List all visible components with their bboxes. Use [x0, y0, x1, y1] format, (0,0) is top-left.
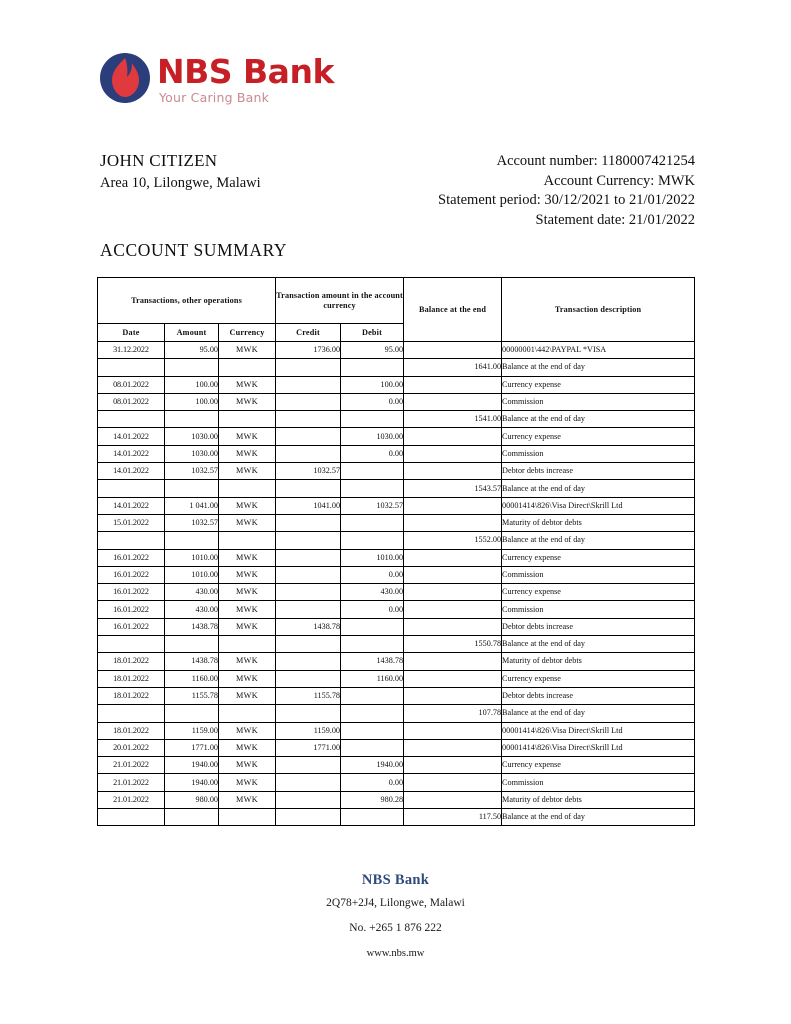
cell-balance — [404, 687, 502, 704]
cell-description: Balance at the end of day — [502, 636, 695, 653]
cell-debit: 0.00 — [341, 393, 404, 410]
cell-description: Balance at the end of day — [502, 411, 695, 428]
cell-date: 08.01.2022 — [98, 393, 165, 410]
cell-credit — [276, 359, 341, 376]
cell-currency — [219, 809, 276, 826]
cell-debit — [341, 532, 404, 549]
cell-debit — [341, 618, 404, 635]
statement-period: Statement period: 30/12/2021 to 21/01/2022 — [438, 192, 695, 208]
page-footer — [0, 872, 791, 964]
cell-balance: 1641.00 — [404, 359, 502, 376]
logo-title: NBS Bank — [157, 52, 334, 91]
cell-debit: 1010.00 — [341, 549, 404, 566]
cell-balance — [404, 791, 502, 808]
flame-in-circle-icon — [99, 52, 151, 104]
cell-date — [98, 480, 165, 497]
table-row — [98, 497, 695, 514]
cell-date: 18.01.2022 — [98, 670, 165, 687]
cell-balance — [404, 670, 502, 687]
cell-currency: MWK — [219, 757, 276, 774]
cell-credit: 1032.57 — [276, 463, 341, 480]
cell-amount: 1030.00 — [165, 445, 219, 462]
transactions-table-wrapper — [97, 277, 694, 826]
cell-debit — [341, 722, 404, 739]
cell-credit: 1159.00 — [276, 722, 341, 739]
table-row — [98, 549, 695, 566]
cell-debit — [341, 739, 404, 756]
cell-amount: 1010.00 — [165, 566, 219, 583]
cell-credit — [276, 480, 341, 497]
cell-date: 14.01.2022 — [98, 445, 165, 462]
cell-description: Currency expense — [502, 670, 695, 687]
cell-amount: 1771.00 — [165, 739, 219, 756]
cell-description: Maturity of debtor debts — [502, 514, 695, 531]
cell-description: Balance at the end of day — [502, 705, 695, 722]
cell-description: Currency expense — [502, 549, 695, 566]
cell-date: 16.01.2022 — [98, 601, 165, 618]
cell-credit — [276, 809, 341, 826]
cell-balance: 1552.00 — [404, 532, 502, 549]
cell-amount: 1 041.00 — [165, 497, 219, 514]
footer-phone: No. +265 1 876 222 — [349, 922, 442, 934]
cell-currency: MWK — [219, 428, 276, 445]
cell-amount: 95.00 — [165, 342, 219, 359]
cell-amount: 430.00 — [165, 584, 219, 601]
cell-credit — [276, 549, 341, 566]
cell-currency: MWK — [219, 497, 276, 514]
cell-description: Maturity of debtor debts — [502, 653, 695, 670]
cell-amount — [165, 705, 219, 722]
cell-debit: 1030.00 — [341, 428, 404, 445]
cell-amount: 1159.00 — [165, 722, 219, 739]
cell-description: Balance at the end of day — [502, 532, 695, 549]
cell-currency: MWK — [219, 687, 276, 704]
cell-credit — [276, 584, 341, 601]
cell-currency: MWK — [219, 393, 276, 410]
cell-balance — [404, 463, 502, 480]
cell-credit — [276, 376, 341, 393]
table-row — [98, 722, 695, 739]
cell-date: 16.01.2022 — [98, 549, 165, 566]
cell-currency — [219, 532, 276, 549]
col-amount: Amount — [165, 324, 219, 342]
cell-currency: MWK — [219, 376, 276, 393]
cell-currency — [219, 411, 276, 428]
logo-tagline: Your Caring Bank — [159, 90, 270, 105]
cell-credit — [276, 393, 341, 410]
col-date: Date — [98, 324, 165, 342]
cell-currency: MWK — [219, 601, 276, 618]
cell-currency: MWK — [219, 514, 276, 531]
cell-date — [98, 532, 165, 549]
logo-wordmark — [157, 52, 334, 105]
cell-balance: 107.78 — [404, 705, 502, 722]
cell-currency: MWK — [219, 791, 276, 808]
cell-date: 20.01.2022 — [98, 739, 165, 756]
cell-credit — [276, 670, 341, 687]
cell-currency: MWK — [219, 566, 276, 583]
cell-balance — [404, 653, 502, 670]
cell-balance — [404, 514, 502, 531]
cell-description: Currency expense — [502, 428, 695, 445]
cell-balance — [404, 739, 502, 756]
cell-date — [98, 636, 165, 653]
cell-description: 00001414\826\Visa Direct\Skrill Ltd — [502, 497, 695, 514]
cell-debit: 1438.78 — [341, 653, 404, 670]
cell-credit — [276, 774, 341, 791]
table-row — [98, 791, 695, 808]
cell-description: Currency expense — [502, 584, 695, 601]
cell-description: 00001414\826\Visa Direct\Skrill Ltd — [502, 722, 695, 739]
cell-amount: 100.00 — [165, 393, 219, 410]
cell-description: Currency expense — [502, 757, 695, 774]
table-row — [98, 393, 695, 410]
cell-date: 14.01.2022 — [98, 428, 165, 445]
cell-balance — [404, 549, 502, 566]
col-group-description: Transaction description — [502, 278, 695, 342]
account-info-block — [438, 152, 695, 230]
customer-block — [100, 150, 400, 193]
cell-date: 21.01.2022 — [98, 757, 165, 774]
table-row — [98, 376, 695, 393]
cell-date: 18.01.2022 — [98, 687, 165, 704]
cell-currency: MWK — [219, 653, 276, 670]
table-row — [98, 757, 695, 774]
cell-description: Debtor debts increase — [502, 463, 695, 480]
cell-debit: 100.00 — [341, 376, 404, 393]
cell-date: 16.01.2022 — [98, 618, 165, 635]
cell-debit — [341, 359, 404, 376]
cell-balance — [404, 342, 502, 359]
cell-balance — [404, 428, 502, 445]
cell-date — [98, 705, 165, 722]
cell-balance: 1550.78 — [404, 636, 502, 653]
table-row — [98, 480, 695, 497]
cell-balance: 117.50 — [404, 809, 502, 826]
col-group-balance: Balance at the end — [404, 278, 502, 342]
cell-debit: 0.00 — [341, 601, 404, 618]
cell-currency — [219, 636, 276, 653]
cell-balance — [404, 445, 502, 462]
cell-debit — [341, 463, 404, 480]
cell-description: Balance at the end of day — [502, 809, 695, 826]
cell-debit — [341, 480, 404, 497]
cell-debit: 1940.00 — [341, 757, 404, 774]
cell-currency — [219, 480, 276, 497]
cell-amount — [165, 480, 219, 497]
table-row — [98, 636, 695, 653]
cell-debit: 1032.57 — [341, 497, 404, 514]
cell-description: Commission — [502, 566, 695, 583]
cell-credit: 1438.78 — [276, 618, 341, 635]
cell-currency: MWK — [219, 584, 276, 601]
cell-amount: 980.00 — [165, 791, 219, 808]
cell-date: 18.01.2022 — [98, 653, 165, 670]
col-group-amount-in-currency: Transaction amount in the account currency — [276, 278, 404, 324]
cell-description: Currency expense — [502, 376, 695, 393]
cell-amount: 1160.00 — [165, 670, 219, 687]
cell-balance — [404, 566, 502, 583]
cell-date: 08.01.2022 — [98, 376, 165, 393]
cell-debit: 0.00 — [341, 774, 404, 791]
cell-credit — [276, 566, 341, 583]
col-group-transactions: Transactions, other operations — [98, 278, 276, 324]
cell-credit — [276, 601, 341, 618]
cell-debit — [341, 514, 404, 531]
footer-address: 2Q78+2J4, Lilongwe, Malawi — [326, 897, 465, 909]
cell-currency: MWK — [219, 463, 276, 480]
cell-amount: 100.00 — [165, 376, 219, 393]
cell-credit — [276, 411, 341, 428]
cell-amount: 1032.57 — [165, 514, 219, 531]
cell-amount: 1438.78 — [165, 618, 219, 635]
cell-balance — [404, 601, 502, 618]
cell-balance — [404, 618, 502, 635]
cell-currency — [219, 359, 276, 376]
cell-amount — [165, 411, 219, 428]
page-title: ACCOUNT SUMMARY — [100, 240, 288, 260]
cell-credit: 1736.00 — [276, 342, 341, 359]
cell-amount: 1155.78 — [165, 687, 219, 704]
cell-description: Commission — [502, 445, 695, 462]
cell-credit — [276, 514, 341, 531]
account-number: Account number: 1180007421254 — [496, 153, 695, 169]
table-row — [98, 584, 695, 601]
cell-amount: 1032.57 — [165, 463, 219, 480]
col-credit: Credit — [276, 324, 341, 342]
table-row — [98, 428, 695, 445]
cell-debit: 95.00 — [341, 342, 404, 359]
cell-balance — [404, 393, 502, 410]
cell-credit: 1155.78 — [276, 687, 341, 704]
cell-description: Maturity of debtor debts — [502, 791, 695, 808]
cell-debit: 1160.00 — [341, 670, 404, 687]
table-row — [98, 411, 695, 428]
cell-currency: MWK — [219, 549, 276, 566]
cell-credit — [276, 428, 341, 445]
table-row — [98, 463, 695, 480]
cell-amount — [165, 532, 219, 549]
cell-balance — [404, 757, 502, 774]
cell-amount: 1438.78 — [165, 653, 219, 670]
statement-date: Statement date: 21/01/2022 — [535, 211, 695, 228]
cell-date: 18.01.2022 — [98, 722, 165, 739]
cell-description: Commission — [502, 393, 695, 410]
table-row — [98, 687, 695, 704]
cell-debit: 0.00 — [341, 566, 404, 583]
table-row — [98, 705, 695, 722]
transactions-table — [97, 277, 695, 826]
cell-currency: MWK — [219, 618, 276, 635]
cell-currency: MWK — [219, 722, 276, 739]
cell-currency: MWK — [219, 670, 276, 687]
cell-date: 21.01.2022 — [98, 791, 165, 808]
footer-website: www.nbs.mw — [366, 948, 425, 959]
cell-currency — [219, 705, 276, 722]
table-row — [98, 653, 695, 670]
cell-balance — [404, 497, 502, 514]
cell-balance: 1543.57 — [404, 480, 502, 497]
col-debit: Debit — [341, 324, 404, 342]
cell-date — [98, 359, 165, 376]
cell-credit — [276, 636, 341, 653]
cell-description: Debtor debts increase — [502, 618, 695, 635]
cell-credit — [276, 705, 341, 722]
cell-currency: MWK — [219, 445, 276, 462]
cell-debit: 0.00 — [341, 445, 404, 462]
cell-date — [98, 809, 165, 826]
cell-debit — [341, 705, 404, 722]
account-currency: Account Currency: MWK — [543, 172, 695, 189]
cell-credit: 1041.00 — [276, 497, 341, 514]
cell-description: 00000001\442\PAYPAL *VISA — [502, 342, 695, 359]
table-row — [98, 774, 695, 791]
cell-balance — [404, 376, 502, 393]
cell-credit — [276, 532, 341, 549]
cell-debit — [341, 411, 404, 428]
cell-amount — [165, 636, 219, 653]
table-row — [98, 618, 695, 635]
table-row — [98, 445, 695, 462]
table-row — [98, 566, 695, 583]
customer-name: JOHN CITIZEN — [100, 151, 218, 170]
bank-logo — [99, 52, 334, 105]
cell-amount: 1940.00 — [165, 774, 219, 791]
cell-description: Debtor debts increase — [502, 687, 695, 704]
cell-date — [98, 411, 165, 428]
cell-balance — [404, 722, 502, 739]
table-row — [98, 514, 695, 531]
cell-balance — [404, 774, 502, 791]
cell-credit — [276, 791, 341, 808]
cell-balance — [404, 584, 502, 601]
table-group-header-row — [98, 278, 695, 324]
table-row — [98, 532, 695, 549]
cell-amount: 1030.00 — [165, 428, 219, 445]
cell-date: 15.01.2022 — [98, 514, 165, 531]
cell-description: Balance at the end of day — [502, 480, 695, 497]
cell-credit — [276, 653, 341, 670]
cell-credit: 1771.00 — [276, 739, 341, 756]
cell-debit — [341, 809, 404, 826]
cell-debit: 980.28 — [341, 791, 404, 808]
table-row — [98, 359, 695, 376]
table-row — [98, 342, 695, 359]
cell-amount: 430.00 — [165, 601, 219, 618]
cell-balance: 1541.00 — [404, 411, 502, 428]
cell-amount — [165, 809, 219, 826]
table-row — [98, 670, 695, 687]
cell-description: Balance at the end of day — [502, 359, 695, 376]
cell-currency: MWK — [219, 342, 276, 359]
cell-description: Commission — [502, 774, 695, 791]
cell-date: 16.01.2022 — [98, 584, 165, 601]
cell-debit — [341, 687, 404, 704]
transactions-table-body — [98, 342, 695, 826]
table-row — [98, 739, 695, 756]
cell-credit — [276, 445, 341, 462]
cell-currency: MWK — [219, 774, 276, 791]
cell-amount — [165, 359, 219, 376]
cell-date: 31.12.2022 — [98, 342, 165, 359]
cell-amount: 1010.00 — [165, 549, 219, 566]
cell-debit — [341, 636, 404, 653]
cell-date: 16.01.2022 — [98, 566, 165, 583]
cell-currency: MWK — [219, 739, 276, 756]
cell-date: 21.01.2022 — [98, 774, 165, 791]
table-row — [98, 601, 695, 618]
footer-bank-name: NBS Bank — [361, 872, 430, 888]
cell-amount: 1940.00 — [165, 757, 219, 774]
cell-description: 00001414\826\Visa Direct\Skrill Ltd — [502, 739, 695, 756]
cell-date: 14.01.2022 — [98, 497, 165, 514]
col-currency: Currency — [219, 324, 276, 342]
customer-address: Area 10, Lilongwe, Malawi — [100, 175, 261, 191]
cell-credit — [276, 757, 341, 774]
table-row — [98, 809, 695, 826]
cell-description: Commission — [502, 601, 695, 618]
cell-debit: 430.00 — [341, 584, 404, 601]
cell-date: 14.01.2022 — [98, 463, 165, 480]
